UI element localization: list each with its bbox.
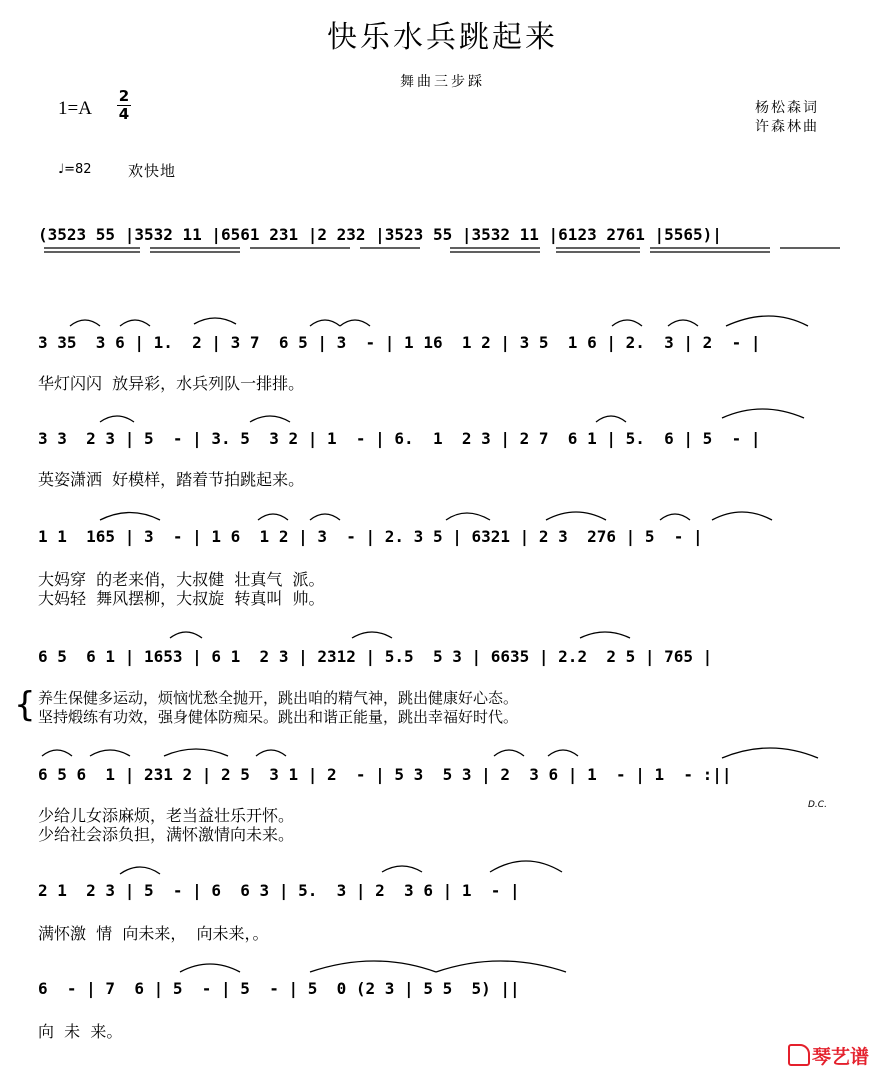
lyric-line: 养生保健多运动，烦恼忧愁全抛开，跳出咱的精气神，跳出健康好心态。 <box>38 689 519 707</box>
slur <box>164 749 228 756</box>
staff-notes: (3523 55 |3532 11 |6561 231 |2 232 |3523 55 |3532 11 |6123 2761 |5565)| <box>38 225 722 244</box>
lyric-line: 满怀激 情 向未来， 向未来，。 <box>38 924 269 943</box>
slur <box>660 514 690 520</box>
lyric-line: 坚持煅练有功效，强身健体防痴呆。跳出和谐正能量，跳出幸福好时代。 <box>38 708 519 726</box>
time-signature-bottom: 4 <box>118 105 130 123</box>
time-signature-top: 2 <box>118 87 130 105</box>
slur <box>446 513 490 520</box>
lyric-line: 大妈轻 舞风摆柳，大叔旋 转真叫 帅。 <box>38 589 325 608</box>
beam-line <box>150 248 240 252</box>
staff-notes: 1 1 165 | 3 - | 1 6 1 2 | 3 - | 2. 3 5 | 6321 | 2 3 276 | 5 - | <box>38 527 703 546</box>
da-capo-mark: D.C. <box>808 800 827 810</box>
watermark-logo <box>788 1042 869 1069</box>
composer: 许森林曲 <box>755 119 819 135</box>
slur <box>100 416 134 422</box>
slur <box>546 512 606 520</box>
slur <box>90 750 130 756</box>
slur <box>100 513 160 521</box>
beam-line <box>44 248 140 252</box>
song-title: 快乐水兵跳起来 <box>327 20 558 55</box>
staff-notes: 3 35 3 6 | 1. 2 | 3 7 6 5 | 3 - | 1 16 1 2 | 3 5 1 6 | 2. 3 | 2 - | <box>38 333 761 352</box>
slur <box>340 320 370 326</box>
slur <box>258 514 288 520</box>
staff-notes: 6 - | 7 6 | 5 - | 5 - | 5 0 (2 3 | 5 5 5) || <box>38 979 520 998</box>
slur <box>712 512 772 520</box>
slur <box>494 750 524 756</box>
lyric-line: 少给社会添负担，满怀激情向未来。 <box>38 825 295 844</box>
slur <box>42 750 72 756</box>
key-signature: 1=A <box>58 98 92 119</box>
lyric-line: 向 未 来。 <box>38 1022 123 1041</box>
lyric-line: 华灯闪闪 放异彩，水兵列队一排排。 <box>38 374 305 393</box>
slur <box>382 866 422 872</box>
slur <box>250 416 290 422</box>
slur <box>548 750 578 756</box>
slur <box>310 961 436 972</box>
lyricist: 杨松森词 <box>755 100 819 116</box>
slur <box>256 750 286 756</box>
slur <box>310 320 340 326</box>
slur <box>436 961 566 972</box>
lyric-line: 少给儿女添麻烦，老当益壮乐开怀。 <box>38 806 295 825</box>
staff-notes: 2 1 2 3 | 5 - | 6 6 3 | 5. 3 | 2 3 6 | 1 - | <box>38 881 520 900</box>
song-subtitle: 舞曲三步踩 <box>400 74 485 90</box>
slur <box>612 320 642 326</box>
beam-line <box>650 248 770 252</box>
slur <box>194 318 236 324</box>
slur <box>70 320 100 326</box>
slur <box>120 867 160 874</box>
slur <box>726 316 808 326</box>
beam-line <box>556 248 640 252</box>
slur <box>180 964 240 972</box>
slur <box>580 632 630 638</box>
staff-notes: 6 5 6 1 | 1653 | 6 1 2 3 | 2312 | 5.5 5 3 | 6635 | 2.2 2 5 | 765 | <box>38 647 713 666</box>
slur <box>668 320 698 326</box>
slur <box>120 320 150 326</box>
slur <box>310 514 340 520</box>
tempo-marking: ♩=82 <box>58 162 92 177</box>
watermark-text: 琴艺谱 <box>812 1046 870 1068</box>
slur <box>722 748 818 758</box>
expression-marking: 欢快地 <box>128 162 177 180</box>
verse-brace: { <box>14 685 36 725</box>
beam-line <box>450 248 540 252</box>
slur <box>490 861 562 872</box>
slur <box>722 409 804 418</box>
staff-notes: 3 3 2 3 | 5 - | 3. 5 3 2 | 1 - | 6. 1 2 3 | 2 7 6 1 | 5. 6 | 5 - | <box>38 429 761 448</box>
slur <box>596 416 626 422</box>
lyric-line: 大妈穿 的老来俏，大叔健 壮真气 派。 <box>38 570 325 589</box>
slur <box>170 632 202 638</box>
staff-notes: 6 5 6 1 | 231 2 | 2 5 3 1 | 2 - | 5 3 5 3 | 2 3 6 | 1 - | 1 - :|| <box>38 765 732 784</box>
lyric-line: 英姿潇洒 好模样，踏着节拍跳起来。 <box>38 470 305 489</box>
logo-icon <box>788 1044 810 1066</box>
slur <box>352 632 392 638</box>
